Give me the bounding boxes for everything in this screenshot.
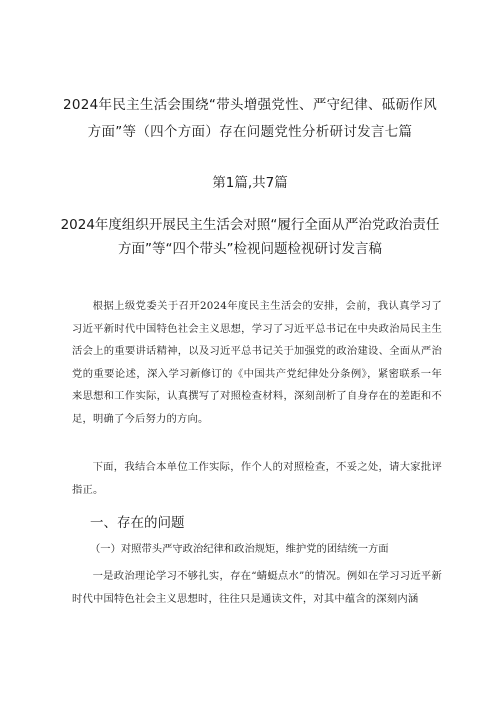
- transition-paragraph: 下面，我结合本单位工作实际，作个人的对照检查，不妥之处，请大家批评指正。: [72, 461, 442, 496]
- part-title: 2024年度组织开展民主生活会对照“履行全面从严治党政治责任方面”等“四个带头”检视问题检视研讨发言稿: [60, 217, 440, 257]
- section-heading: 一、存在的问题: [90, 515, 185, 531]
- document-title: 2024年民主生活会围绕“带头增强党性、严守纪律、砥砺作风方面”等（四个方面）存在问题党性分析研讨发言七篇: [62, 97, 438, 140]
- part-label: 第1篇,共7篇: [212, 175, 288, 191]
- intro-paragraph: 根据上级党委关于召开2024年度民主生活会的安排，会前，我认真学习了习近平新时代中国特色社会主义思想，学习了习近平总书记在中央政治局民主生活会上的重要讲话精神，以及习近平总书记关于加强党的政治建设、全面从严治党的重要论述，深入学习新修订的《中国共产党纪律处分条例》，紧密联系一年来思想和工作实际，认真撰写了对照检查材料，深刻剖析了自身存在的差距和不足，明确了今后努力的方向。: [72, 300, 442, 425]
- subsection-heading: （一）对照带头严守政治纪律和政治规矩，维护党的团结统一方面: [90, 543, 389, 555]
- section-paragraph: 一是政治理论学习不够扎实，存在“蜻蜓点水”的情况。例如在学习习近平新时代中国特色社会主义思想时，往往只是通读文件，对其中蕴含的深刻内涵: [72, 570, 442, 605]
